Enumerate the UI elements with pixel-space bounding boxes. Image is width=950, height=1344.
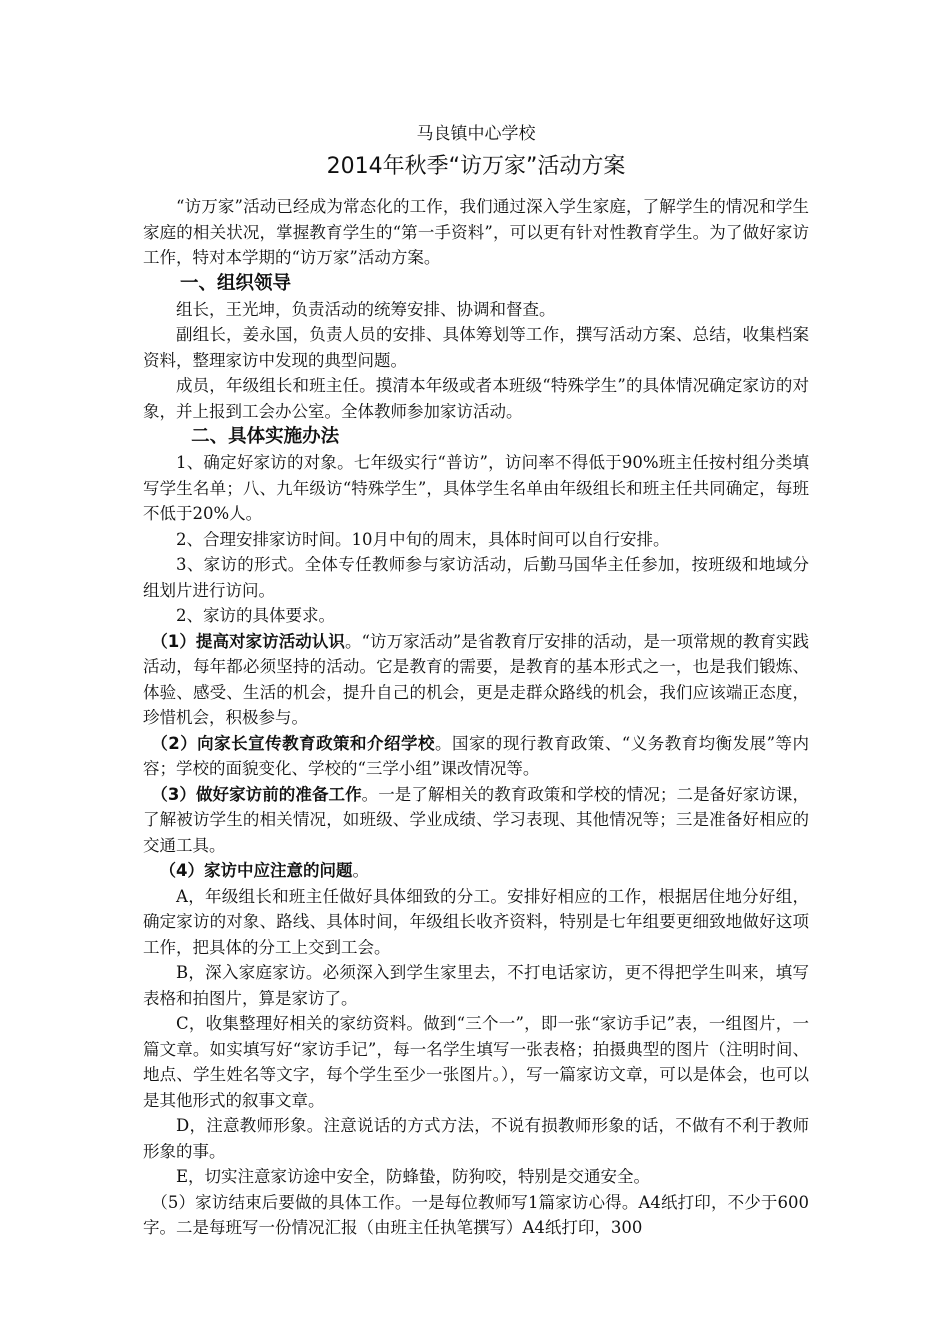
leader-paragraph: 组长，王光坤，负责活动的统筹安排、协调和督查。 xyxy=(176,299,556,319)
requirement-3-text: 。一是了解相关的教育政策和学校的情况；二是备好家访课，了解被访学生的相关情况，如班级、学业成绩、学习表现、其他情况等；三是准备好相应的交通工具。 xyxy=(143,784,810,855)
school-name: 马良镇中心学校 xyxy=(416,124,536,144)
section-heading-organization: 一、组织领导 xyxy=(180,272,292,294)
item-visit-form: 3、家访的形式。全体专任教师参与家访活动，后勤马国华主任参加，按班级和地域分组划片进行访问。 xyxy=(143,555,809,600)
item-visit-time: 2、合理安排家访时间。10月中旬的周末，具体时间可以自行安排。 xyxy=(176,529,670,549)
requirement-5: （5）家访结束后要做的具体工作。一是每位教师写1篇家访心得。A4纸打印，不少于600字。二是每班写一份情况汇报（由班主任执笔撰写）A4纸打印，300 xyxy=(143,1192,809,1237)
note-d: D，注意教师形象。注意说话的方式方法，不说有损教师形象的话，不做有不利于教师形象的事。 xyxy=(143,1116,809,1161)
members-paragraph: 成员，年级组长和班主任。摸清本年级或者本班级“特殊学生”的具体情况确定家访的对象，并上报到工会办公室。全体教师参加家访活动。 xyxy=(143,376,809,421)
requirement-4-label: （4）家访中应注意的问题 xyxy=(159,861,353,880)
intro-paragraph: “访万家”活动已经成为常态化的工作，我们通过深入学生家庭，了解学生的情况和学生家庭的相关状况，掌握教育学生的“第一手资料”，可以更有针对性教育学生。为了做好家访工作，特对本学期的“访万家”活动方案。 xyxy=(143,197,809,267)
section-heading-implementation: 二、具体实施办法 xyxy=(191,426,340,447)
requirement-3-label: （3）做好家访前的准备工作 xyxy=(151,784,362,804)
note-a: A，年级组长和班主任做好具体细致的分工。安排好相应的工作，根据居住地分好组，确定家访的对象、路线、具体时间，年级组长收齐资料，特别是七年组要更细致地做好这项工作，把具体的分工上交到工会。 xyxy=(143,886,809,957)
note-b: B，深入家庭家访。必须深入到学生家里去，不打电话家访，更不得把学生叫来，填写表格和拍图片，算是家访了。 xyxy=(143,963,809,1008)
document-body xyxy=(143,120,809,1241)
requirement-1 xyxy=(143,629,809,731)
requirement-4-text: 。 xyxy=(352,861,369,880)
deputy-leader-paragraph: 副组长，姜永国，负责人员的安排、具体筹划等工作，撰写活动方案、总结，收集档案资料，整理家访中发现的典型问题。 xyxy=(143,325,809,370)
item-visit-targets: 1、确定好家访的对象。七年级实行“普访”，访问率不得低于90%班主任按村组分类填写学生名单；八、九年级访“特殊学生”，具体学生名单由年级组长和班主任共同确定，每班不低于20%人。 xyxy=(143,453,809,523)
item-visit-requirements: 2、家访的具体要求。 xyxy=(176,606,335,625)
requirement-2-label: （2）向家长宣传教育政策和介绍学校 xyxy=(151,733,435,753)
note-c: C，收集整理好相关的家纺资料。做到“三个一”，即一张“家访手记”表，一组图片，一篇文章。如实填写好“家访手记”，每一名学生填写一张表格；拍摄典型的图片（注明时间、地点、学生姓名等文字，每个学生至少一张图片。），写一篇家访文章，可以是体会，也可以是其他形式的叙事文章。 xyxy=(143,1014,809,1110)
document-title: 2014年秋季“访万家”活动方案 xyxy=(326,154,626,179)
requirement-1-label: （1）提高对家访活动认识 xyxy=(151,631,345,651)
note-e: E，切实注意家访途中安全，防蜂蛰，防狗咬，特别是交通安全。 xyxy=(176,1167,651,1186)
requirement-1-text: 。“访万家活动”是省教育厅安排的活动，是一项常规的教育实践活动，每年都必须坚持的活动。它是教育的需要，是教育的基本形式之一，也是我们锻炼、体验、感受、生活的机会，提升自己的机会，更是走群众路线的机会，我们应该端正态度，珍惜机会，积极参与。 xyxy=(143,631,809,727)
requirement-2 xyxy=(143,731,809,782)
requirement-3 xyxy=(143,782,809,859)
requirement-2-text: 。国家的现行教育政策、“义务教育均衡发展”等内容；学校的面貌变化、学校的“三学小组”课改情况等。 xyxy=(143,733,809,778)
requirement-4 xyxy=(143,858,809,884)
